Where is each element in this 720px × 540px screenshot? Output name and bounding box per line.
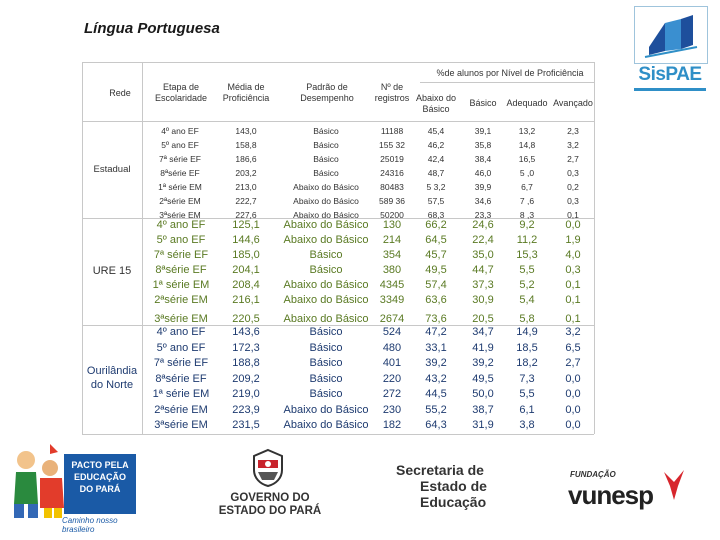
registros-cell: 11188 [380, 126, 404, 136]
estadual-etapa-column [146, 124, 214, 222]
media-cell: 125,1 [232, 219, 260, 231]
padrao-cell: Abaixo do Básico [293, 210, 359, 220]
header-media: Média de Proficiência [222, 82, 270, 103]
abaixo-cell: 64,3 [425, 419, 447, 431]
avancado-cell: 0,1 [565, 279, 581, 291]
basico-cell: 49,5 [472, 372, 494, 385]
media-cell: 158,8 [235, 140, 257, 150]
media-cell: 143,6 [232, 326, 260, 338]
padrao-cell: Abaixo do Básico [293, 182, 359, 192]
basico-cell: 39,9 [474, 182, 492, 192]
adequado-cell: 11,2 [516, 234, 538, 246]
abaixo-cell: 44,5 [425, 388, 447, 400]
adequado-cell: 5,2 [519, 279, 535, 291]
header-avancado: Avançado [553, 98, 593, 108]
etapa-cell: 3ªsérie EM [154, 313, 208, 325]
avancado-cell: 0,0 [565, 419, 581, 431]
header-etapa: Etapa de Escolaridade [154, 82, 208, 103]
percent-group-rule [420, 82, 594, 83]
avancado-cell: 2,7 [565, 357, 581, 369]
ourilandia-padrao-column [274, 325, 378, 434]
padrao-cell: Abaixo do Básico [293, 196, 359, 206]
seduc-logo [396, 462, 516, 522]
padrao-cell: Abaixo do Básico [283, 313, 369, 325]
registros-cell: 25019 [380, 154, 404, 164]
padrao-cell: Abaixo do Básico [283, 219, 369, 231]
rede-estadual: Estadual [93, 164, 131, 175]
pacto-slogan: Caminho nosso brasileiro [62, 516, 118, 534]
media-cell: 213,0 [235, 182, 257, 192]
registros-cell: 3349 [379, 294, 405, 306]
media-cell: 216,1 [232, 294, 260, 306]
ure-abaixo-column [416, 218, 456, 327]
rede-ure-15: URE 15 [92, 265, 132, 277]
adequado-cell: 6,7 [521, 182, 533, 192]
ure-avancado-column [552, 218, 594, 327]
padrao-cell: Básico [309, 372, 343, 385]
registros-cell: 220 [382, 372, 402, 385]
registros-cell: 380 [382, 264, 402, 276]
vunesp-line1: FUNDAÇÃO [570, 470, 616, 479]
media-cell: 186,6 [235, 154, 257, 164]
avancado-cell: 0,1 [567, 210, 579, 220]
registros-cell: 354 [382, 249, 402, 261]
registros-cell: 155 32 [379, 140, 405, 150]
basico-cell: 44,7 [472, 264, 494, 276]
avancado-cell: 0,0 [565, 388, 581, 400]
estadual-abaixo-column [416, 124, 456, 222]
abaixo-cell: 49,5 [425, 264, 447, 276]
avancado-cell: 0,3 [567, 168, 579, 178]
table-left-border [82, 62, 83, 434]
ure-etapa-column [144, 218, 218, 327]
registros-cell: 50200 [380, 210, 404, 220]
abaixo-cell: 47,2 [425, 326, 447, 338]
pacto-line1: PACTO PELA [71, 460, 129, 470]
media-cell: 204,1 [232, 264, 260, 276]
adequado-cell: 9,2 [519, 219, 535, 231]
registros-cell: 182 [382, 419, 402, 431]
ourilandia-etapa-column [144, 325, 218, 434]
sispae-book-icon [634, 6, 708, 64]
pacto-logo [6, 438, 136, 534]
registros-cell: 4345 [379, 279, 405, 291]
etapa-cell: 1ª série EM [158, 182, 202, 192]
padrao-cell: Abaixo do Básico [283, 294, 369, 306]
abaixo-cell: 46,2 [427, 140, 445, 150]
padrao-cell: Básico [309, 357, 343, 369]
adequado-cell: 14,9 [516, 326, 538, 338]
avancado-cell: 2,3 [567, 126, 579, 136]
avancado-cell: 4,0 [565, 249, 581, 261]
abaixo-cell: 48,7 [427, 168, 445, 178]
adequado-cell: 13,2 [518, 126, 536, 136]
padrao-cell: Básico [309, 341, 343, 354]
ourilandia-abaixo-column [416, 325, 456, 434]
estadual-media-column [220, 124, 272, 222]
media-cell: 203,2 [235, 168, 257, 178]
ourilandia-avancado-column [552, 325, 594, 434]
registros-cell: 589 36 [379, 196, 405, 206]
abaixo-cell: 45,7 [425, 249, 447, 261]
registros-cell: 214 [382, 234, 402, 246]
rede-ourilandia-do-norte: Ourilândia do Norte [86, 365, 138, 391]
etapa-cell: 5º ano EF [161, 140, 199, 150]
padrao-cell: Básico [313, 140, 339, 150]
media-cell: 143,0 [235, 126, 257, 136]
avancado-cell: 0,3 [567, 196, 579, 206]
registros-cell: 80483 [380, 182, 404, 192]
basico-cell: 34,6 [474, 196, 492, 206]
media-cell: 231,5 [232, 419, 260, 431]
media-cell: 227,6 [235, 210, 257, 220]
registros-cell: 480 [382, 341, 402, 354]
media-cell: 144,6 [232, 234, 260, 246]
estadual-registros-column [372, 124, 412, 222]
padrao-cell: Abaixo do Básico [283, 403, 369, 416]
padrao-cell: Abaixo do Básico [283, 419, 369, 431]
basico-cell: 20,5 [472, 313, 494, 325]
registros-cell: 401 [382, 357, 402, 369]
registros-cell: 524 [382, 326, 402, 338]
padrao-cell: Básico [309, 249, 343, 261]
basico-cell: 35,0 [472, 249, 494, 261]
avancado-cell: 0,3 [565, 264, 581, 276]
header-adequado: Adequado [506, 98, 548, 108]
basico-cell: 38,4 [474, 154, 492, 164]
basico-cell: 23,3 [474, 210, 492, 220]
abaixo-cell: 39,2 [425, 357, 447, 369]
basico-cell: 50,0 [472, 388, 494, 400]
header-bottom-border [82, 121, 594, 122]
adequado-cell: 5,4 [519, 294, 535, 306]
abaixo-cell: 5 3,2 [426, 182, 446, 192]
pacto-line3: DO PARÁ [79, 484, 121, 494]
estadual-avancado-column [552, 124, 594, 222]
abaixo-cell: 55,2 [425, 403, 447, 416]
etapa-cell: 7ª série EF [153, 249, 209, 261]
table-right-border [594, 62, 595, 434]
adequado-cell: 5,5 [519, 264, 535, 276]
governo-para-logo [210, 448, 330, 528]
footer-logos [0, 438, 720, 540]
adequado-cell: 15,3 [516, 249, 538, 261]
abaixo-cell: 64,5 [425, 234, 447, 246]
seduc-line1: Secretaria de [396, 462, 484, 478]
abaixo-cell: 73,6 [425, 313, 447, 325]
etapa-cell: 3ªsérie EM [159, 210, 201, 220]
registros-cell: 272 [382, 388, 402, 400]
media-cell: 172,3 [232, 341, 260, 354]
table-bottom-border [82, 434, 594, 435]
rede-column-divider [142, 62, 143, 434]
adequado-cell: 16,5 [518, 154, 536, 164]
padrao-cell: Básico [313, 126, 339, 136]
governo-line2: ESTADO DO PARÁ [218, 505, 322, 517]
basico-cell: 30,9 [472, 294, 494, 306]
abaixo-cell: 63,6 [425, 294, 447, 306]
etapa-cell: 8ªsérie EF [160, 168, 200, 178]
abaixo-cell: 33,1 [425, 341, 447, 354]
etapa-cell: 2ªsérie EM [154, 294, 208, 306]
basico-cell: 31,9 [472, 419, 494, 431]
registros-cell: 2674 [379, 313, 405, 325]
avancado-cell: 0,2 [567, 182, 579, 192]
abaixo-cell: 43,2 [425, 372, 447, 385]
basico-cell: 38,7 [472, 403, 494, 416]
adequado-cell: 7,3 [519, 372, 535, 385]
header-padrao: Padrão de Desempenho [300, 82, 354, 103]
header-percent-group: %de alunos por Nível de Proficiência [436, 68, 584, 78]
ure-registros-column [372, 218, 412, 327]
media-cell: 185,0 [232, 249, 260, 261]
etapa-cell: 4º ano EF [156, 219, 206, 231]
table-top-border [82, 62, 594, 63]
padrao-cell: Básico [309, 326, 343, 338]
media-cell: 208,4 [232, 279, 260, 291]
ourilandia-basico-column [464, 325, 502, 434]
seduc-line3: Educação [420, 494, 487, 510]
pacto-text-box [64, 454, 136, 514]
ourilandia-registros-column [372, 325, 412, 434]
etapa-cell: 4º ano EF [156, 326, 206, 338]
basico-cell: 35,8 [474, 140, 492, 150]
media-cell: 219,0 [232, 388, 260, 400]
adequado-cell: 6,1 [519, 403, 535, 416]
avancado-cell: 0,0 [565, 403, 581, 416]
adequado-cell: 8 ,3 [519, 210, 535, 220]
etapa-cell: 1ª série EM [152, 279, 210, 291]
estadual-padrao-column [278, 124, 374, 222]
vunesp-line2: vunesp [568, 480, 654, 510]
header-rede: Rede [109, 88, 131, 98]
avancado-cell: 0,1 [565, 294, 581, 306]
avancado-cell: 3,2 [567, 140, 579, 150]
children-illustration-icon [6, 442, 70, 522]
basico-cell: 46,0 [474, 168, 492, 178]
basico-cell: 39,1 [474, 126, 492, 136]
padrao-cell: Básico [309, 264, 343, 276]
estadual-basico-column [464, 124, 502, 222]
media-cell: 220,5 [232, 313, 260, 325]
media-cell: 223,9 [232, 403, 260, 416]
basico-cell: 22,4 [472, 234, 494, 246]
governo-line1: GOVERNO DO [230, 492, 310, 504]
media-cell: 209,2 [232, 372, 260, 385]
ure-adequado-column [506, 218, 548, 327]
etapa-cell: 5º ano EF [156, 234, 206, 246]
estadual-adequado-column [506, 124, 548, 222]
basico-cell: 41,9 [472, 341, 494, 354]
etapa-cell: 1ª série EM [152, 388, 210, 400]
abaixo-cell: 57,4 [425, 279, 447, 291]
avancado-cell: 1,9 [565, 234, 581, 246]
pacto-line2: EDUCAÇÃO [73, 472, 126, 482]
padrao-cell: Básico [309, 388, 343, 400]
etapa-cell: 2ªsérie EM [154, 403, 208, 416]
sispae-name: SisPAE [638, 64, 702, 85]
adequado-cell: 18,5 [516, 341, 538, 354]
abaixo-cell: 42,4 [427, 154, 445, 164]
etapa-cell: 8ªsérie EF [155, 372, 207, 385]
etapa-cell: 2ªsérie EM [159, 196, 201, 206]
registros-cell: 230 [382, 403, 402, 416]
adequado-cell: 5,5 [519, 388, 535, 400]
avancado-cell: 0,1 [565, 313, 581, 325]
etapa-cell: 5º ano EF [156, 341, 206, 354]
padrao-cell: Básico [313, 154, 339, 164]
ourilandia-media-column [220, 325, 272, 434]
basico-cell: 24,6 [472, 219, 494, 231]
vunesp-bird-icon [660, 468, 688, 504]
padrao-cell: Abaixo do Básico [283, 234, 369, 246]
ourilandia-adequado-column [506, 325, 548, 434]
adequado-cell: 5 ,0 [519, 168, 535, 178]
adequado-cell: 5,8 [519, 313, 535, 325]
basico-cell: 34,7 [472, 326, 494, 338]
avancado-cell: 6,5 [565, 341, 581, 354]
registros-cell: 130 [382, 219, 402, 231]
sispae-logo [628, 6, 712, 94]
abaixo-cell: 66,2 [425, 219, 447, 231]
ure-padrao-column [274, 218, 378, 327]
basico-cell: 39,2 [472, 357, 494, 369]
para-coat-of-arms-icon [248, 448, 288, 488]
header-abaixo: Abaixo do Básico [415, 93, 457, 114]
padrao-cell: Abaixo do Básico [283, 279, 369, 291]
avancado-cell: 2,7 [567, 154, 579, 164]
adequado-cell: 3,8 [519, 419, 535, 431]
etapa-cell: 8ªsérie EF [155, 264, 207, 276]
ure-basico-column [464, 218, 502, 327]
ure-media-column [220, 218, 272, 327]
abaixo-cell: 45,4 [427, 126, 445, 136]
avancado-cell: 0,0 [565, 219, 581, 231]
header-registros: Nº de registros [374, 82, 410, 103]
padrao-cell: Básico [313, 168, 339, 178]
avancado-cell: 0,0 [565, 372, 581, 385]
media-cell: 188,8 [232, 357, 260, 369]
registros-cell: 24316 [380, 168, 404, 178]
governo-text [210, 492, 330, 518]
adequado-cell: 14,8 [518, 140, 536, 150]
etapa-cell: 7ª série EF [153, 357, 209, 369]
sispae-underline [634, 88, 706, 91]
media-cell: 222,7 [235, 196, 257, 206]
avancado-cell: 3,2 [565, 326, 581, 338]
adequado-cell: 18,2 [516, 357, 538, 369]
abaixo-cell: 57,5 [427, 196, 445, 206]
basico-cell: 37,3 [472, 279, 494, 291]
abaixo-cell: 68,3 [427, 210, 445, 220]
etapa-cell: 3ªsérie EM [154, 419, 208, 431]
adequado-cell: 7 ,6 [519, 196, 535, 206]
header-basico: Básico [469, 98, 497, 108]
page-title: Língua Portuguesa [84, 20, 220, 37]
seduc-line2: Estado de [420, 478, 487, 494]
etapa-cell: 7ª série EF [159, 154, 201, 164]
etapa-cell: 4º ano EF [161, 126, 199, 136]
vunesp-logo [566, 468, 692, 528]
